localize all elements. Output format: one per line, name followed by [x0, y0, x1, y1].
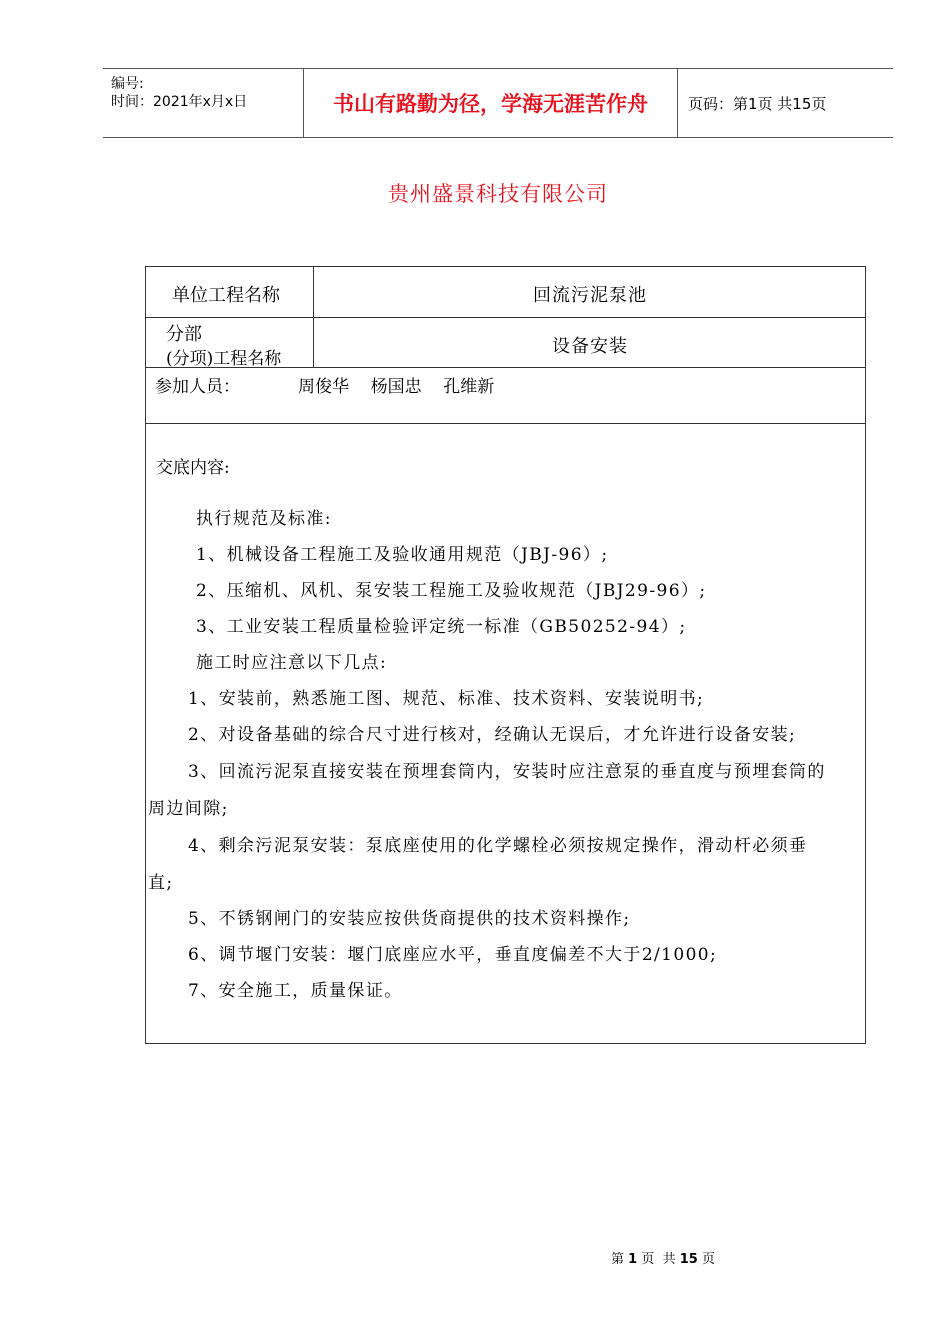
- footer-suffix: 页: [701, 1252, 715, 1267]
- unit-project-label: 单位工程名称: [172, 285, 280, 306]
- content-line: 1、机械设备工程施工及验收通用规范（JBJ-96）;: [196, 545, 609, 565]
- number-label: 编号:: [111, 76, 144, 92]
- content-line: 3、回流污泥泵直接安装在预埋套筒内，安装时应注意泵的垂直度与预埋套筒的: [188, 762, 826, 782]
- content-line: 施工时应注意以下几点:: [196, 653, 388, 673]
- unit-project-value: 回流污泥泵池: [533, 285, 647, 306]
- footer-total-pages: 15: [679, 1252, 698, 1267]
- header-meta: [103, 69, 304, 137]
- disclosure-form: [145, 266, 866, 1044]
- content-line: 4、剩余污泥泵安装：泵底座使用的化学螺栓必须按规定操作，滑动杆必须垂: [188, 836, 808, 856]
- company-name: 贵州盛景科技有限公司: [388, 182, 608, 206]
- sub-project-label-line1: 分部: [166, 324, 202, 345]
- row-divider: [146, 423, 865, 424]
- footer-prefix: 第: [611, 1252, 625, 1267]
- content-label: 交底内容:: [156, 458, 230, 478]
- content-line: 直;: [148, 873, 174, 893]
- row-divider: [146, 317, 865, 318]
- content-line: 2、压缩机、风机、泵安装工程施工及验收规范（JBJ29-96）;: [196, 581, 707, 601]
- sub-project-value: 设备安装: [552, 336, 628, 357]
- content-line: 执行规范及标准:: [196, 509, 332, 529]
- page-header: [103, 68, 893, 138]
- sub-project-label-line2: (分项)工程名称: [166, 349, 282, 369]
- content-line: 3、工业安装工程质量检验评定统一标准（GB50252-94）;: [196, 617, 687, 637]
- content-line: 2、对设备基础的综合尺寸进行核对，经确认无误后，才允许进行设备安装;: [188, 725, 797, 745]
- header-page-info: 页码：第1页 共15页: [688, 94, 827, 113]
- content-line: 5、不锈钢闸门的安装应按供货商提供的技术资料操作;: [188, 909, 631, 929]
- footer-current-page: 1: [628, 1252, 638, 1267]
- header-slogan: 书山有路勤为径，学海无涯苦作舟: [304, 69, 678, 137]
- content-line: 周边间隙;: [148, 799, 229, 819]
- participants-label: 参加人员：: [155, 377, 240, 397]
- footer-middle: 页 共: [641, 1252, 676, 1267]
- participants-names: 周俊华 杨国忠 孔维新: [298, 377, 495, 397]
- content-line: 1、安装前，熟悉施工图、规范、标准、技术资料、安装说明书;: [188, 689, 705, 709]
- page-footer: [0, 1248, 950, 1267]
- content-line: 6、调节堰门安装：堰门底座应水平，垂直度偏差不大于2/1000;: [188, 945, 718, 965]
- content-line: 7、安全施工，质量保证。: [188, 981, 403, 1001]
- time-label: 时间：2021年x月x日: [111, 94, 248, 110]
